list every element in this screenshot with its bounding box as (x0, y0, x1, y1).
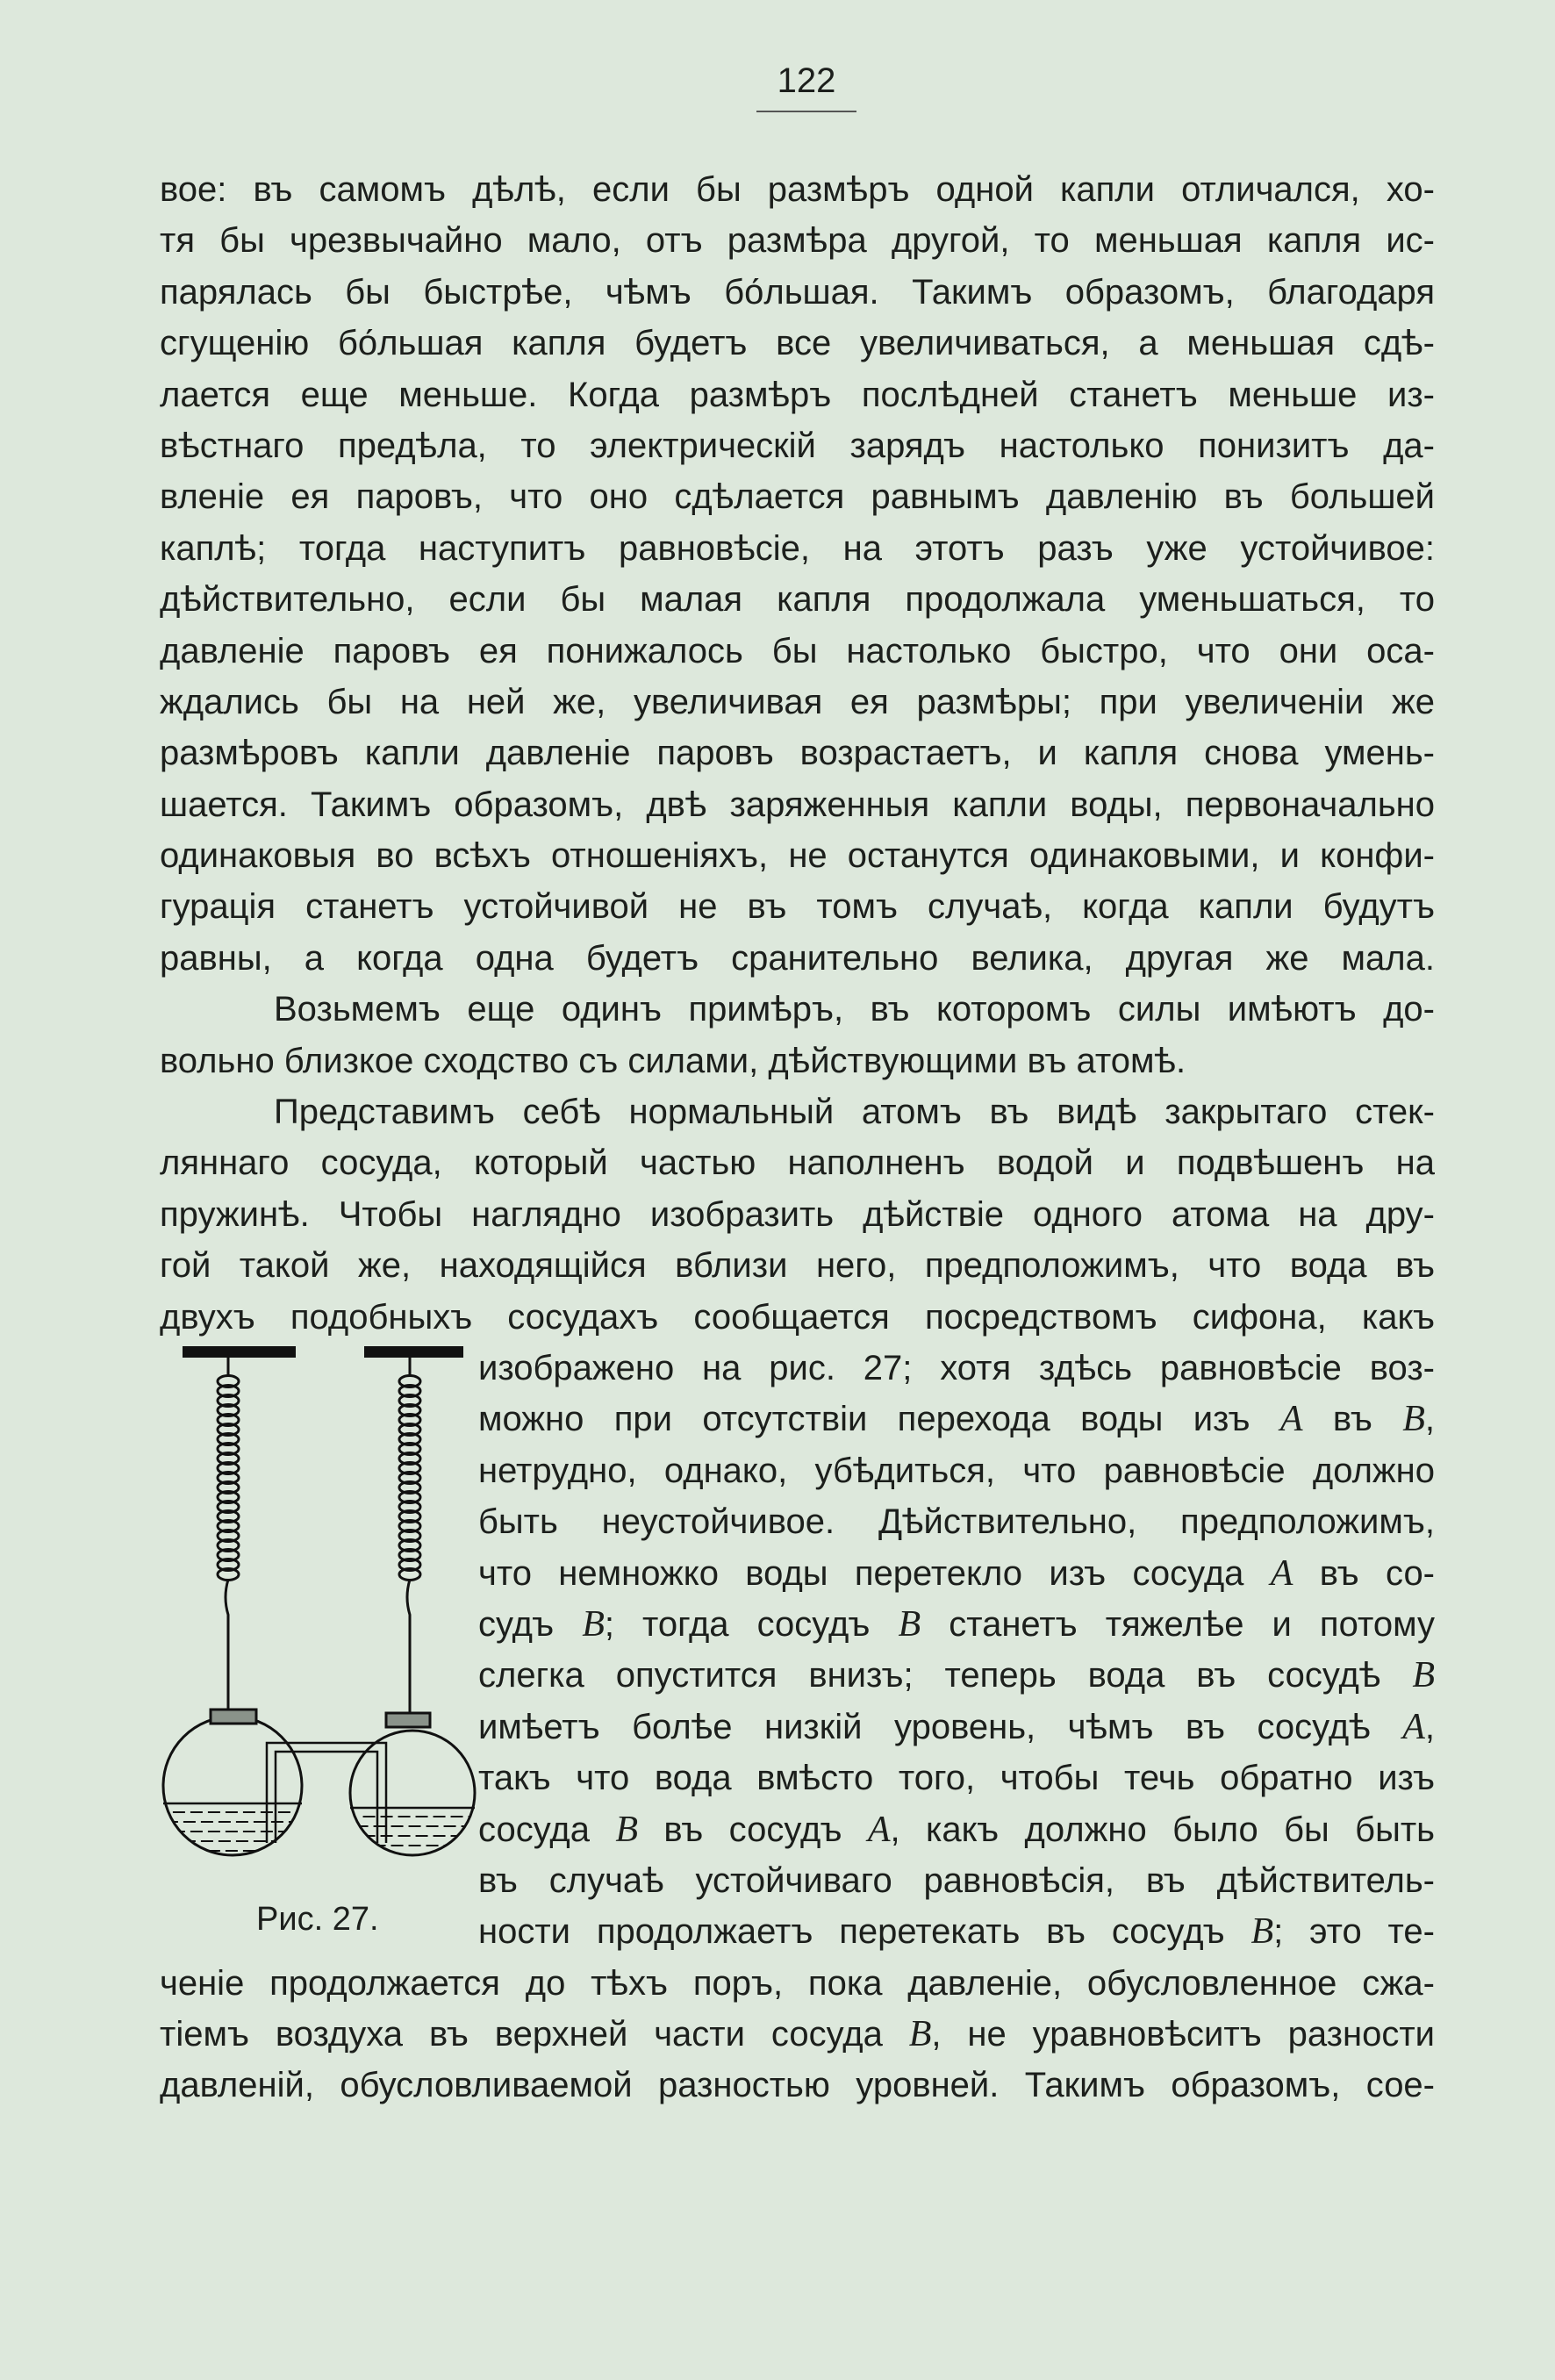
vessel-a (163, 1717, 302, 1855)
vessel-letter: B (908, 2014, 932, 2055)
text-line: гой такой же, находящійся вблизи него, предположимъ, что вода въ (160, 1246, 1435, 1286)
text-line: сосуда B въ сосудъ A, какъ должно было бы быть (478, 1809, 1435, 1850)
text-line: тіемъ воздуха въ верхней части сосуда B, не уравновѣситъ разности (160, 2014, 1435, 2055)
text-line: нетрудно, однако, убѣдиться, что равновѣсіе должно (478, 1451, 1435, 1490)
vessel-letter: A (1270, 1552, 1293, 1594)
text-line: каплѣ; тогда наступитъ равновѣсіе, на этотъ разъ уже устойчивое: (160, 528, 1435, 568)
vessel-letter: B (1250, 1911, 1274, 1953)
text-line: ченіе продолжается до тѣхъ поръ, пока давленіе, обусловленное сжа- (160, 1963, 1435, 2003)
text-line: давленіе паровъ ея понижалось бы настолько быстро, что они оса- (160, 631, 1435, 670)
vessel-letter: B (582, 1603, 605, 1645)
siphon-tube (267, 1743, 386, 1843)
text-line: сгущенію бо́льшая капля будетъ все увеличиваться, а меньшая сдѣ- (160, 324, 1435, 363)
vessel-letter: B (1402, 1399, 1425, 1440)
text-line: такъ что вода вмѣсто того, чтобы течь обратно изъ (478, 1759, 1435, 1798)
text-line: давленій, обусловливаемой разностью уровней. Такимъ образомъ, сое- (160, 2066, 1435, 2105)
text-line: въ случаѣ устойчиваго равновѣсія, въ дѣйствитель- (478, 1860, 1435, 1900)
text-line: ности продолжаетъ перетекать въ сосудъ B; это те- (478, 1911, 1435, 1953)
right-support-bar (364, 1346, 463, 1358)
text-line: дѣйствительно, если бы малая капля продолжала уменьшаться, то (160, 580, 1435, 620)
text-line: лается еще меньше. Когда размѣръ послѣдней станетъ меньше из- (160, 375, 1435, 414)
text-line: одинаковыя во всѣхъ отношеніяхъ, не останутся одинаковыми, и конфи- (160, 836, 1435, 876)
vessel-letter: B (615, 1809, 638, 1850)
text-line: Возьмемъ еще одинъ примѣръ, въ которомъ силы имѣютъ до- (274, 990, 1435, 1029)
vessel-letter: A (867, 1809, 891, 1850)
figure-27-siphon-vessels (149, 1316, 500, 1948)
text-line: вленіе ея паровъ, что оно сдѣлается равнымъ давленію въ большей (160, 477, 1435, 517)
vessel-letter: A (1402, 1706, 1425, 1747)
text-line: Представимъ себѣ нормальный атомъ въ видѣ закрытаго стек- (274, 1093, 1435, 1132)
left-support-bar (183, 1346, 296, 1358)
text-line: судъ B; тогда сосудъ B станетъ тяжелѣе и потому (478, 1603, 1435, 1645)
text-line: слегка опустится внизъ; теперь вода въ сосудѣ B (478, 1655, 1435, 1696)
text-line: вѣстнаго предѣла, то электрическій зарядъ настолько понизитъ да- (160, 426, 1435, 465)
text-line: двухъ подобныхъ сосудахъ сообщается посредствомъ сифона, какъ (160, 1297, 1435, 1337)
figure-caption: Рис. 27. (256, 1901, 379, 1938)
text-line: изображено на рис. 27; хотя здѣсь равновѣсіе воз- (478, 1348, 1435, 1387)
vessel-letter: A (1279, 1399, 1303, 1440)
page-number: 122 (777, 61, 836, 100)
text-line: что немножко воды перетекло изъ сосуда A въ со- (478, 1552, 1435, 1594)
text-line: тя бы чрезвычайно мало, отъ размѣра другой, то меньшая капля ис- (160, 221, 1435, 261)
text-line: быть неустойчивое. Дѣйствительно, предположимъ, (478, 1502, 1435, 1542)
text-line: ляннаго сосуда, который частью наполненъ водой и подвѣшенъ на (160, 1143, 1435, 1183)
text-line: пружинѣ. Чтобы наглядно изобразить дѣйствіе одного атома на дру- (160, 1194, 1435, 1234)
text-line: равны, а когда одна будетъ сранительно велика, другая же мала. (160, 938, 1435, 978)
text-line: парялась бы быстрѣе, чѣмъ бо́льшая. Такимъ образомъ, благодаря (160, 272, 1435, 312)
vessel-letter: B (898, 1603, 921, 1645)
text-line: вое: въ самомъ дѣлѣ, если бы размѣръ одной капли отличался, хо- (160, 170, 1435, 209)
text-line: имѣетъ болѣе низкій уровень, чѣмъ въ сосудѣ A, (478, 1706, 1435, 1747)
text-line: гурація станетъ устойчивой не въ томъ случаѣ, когда капли будутъ (160, 887, 1435, 927)
text-line: ждались бы на ней же, увеличивая ея размѣры; при увеличеніи же (160, 682, 1435, 721)
text-line: вольно близкое сходство съ силами, дѣйствующими въ атомѣ. (160, 1041, 1186, 1080)
text-line: можно при отсутствіи перехода воды изъ A въ B, (478, 1399, 1435, 1440)
text-line: размѣровъ капли давленіе паровъ возрастаетъ, и капля снова умень- (160, 734, 1435, 773)
text-line: шается. Такимъ образомъ, двѣ заряженныя капли воды, первоначально (160, 785, 1435, 824)
page-number-rule (756, 111, 856, 112)
vessel-letter: B (1412, 1655, 1435, 1696)
